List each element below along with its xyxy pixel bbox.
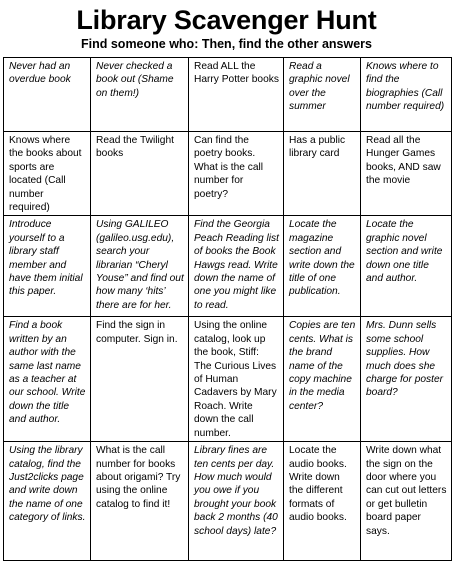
- grid-cell: Can find the poetry books. What is the call number for poetry?: [189, 132, 284, 216]
- grid-row-4: [4, 317, 452, 442]
- grid-cell: Read the Twilight books: [91, 132, 189, 216]
- page-subtitle: Find someone who: Then, find the other answers: [81, 37, 372, 51]
- grid-cell: Using the online catalog, look up the book, Stiff: The Curious Lives of Human Cadavers by Mary Roach. Write down the call number.: [189, 317, 284, 442]
- grid-cell: Read a graphic novel over the summer: [284, 58, 361, 132]
- grid-row-5: [4, 442, 452, 561]
- grid-cell: Never checked a book out (Shame on them!): [91, 58, 189, 132]
- grid-cell: Using GALILEO (galileo.usg.edu), search your librarian “Cheryl Youse” and find out how many ‘hits’ there are for her.: [91, 216, 189, 317]
- grid-cell: Using the library catalog, find the Just2clicks page and write down the name of one category of links.: [4, 442, 91, 561]
- grid-cell: Library fines are ten cents per day. How much would you owe if you brought your book back 2 months (40 school days) late?: [189, 442, 284, 561]
- grid-cell: Find the Georgia Peach Reading list of books the Book Hawgs read. Write down the name of one you might like to read.: [189, 216, 284, 317]
- grid-cell: Read ALL the Harry Potter books: [189, 58, 284, 132]
- grid-cell: Never had an overdue book: [4, 58, 91, 132]
- grid-row-1: [4, 58, 452, 132]
- grid-cell: Find the sign in computer. Sign in.: [91, 317, 189, 442]
- grid-cell: Knows where the books about sports are located (Call number required): [4, 132, 91, 216]
- grid-cell: Copies are ten cents. What is the brand name of the copy machine in the media center?: [284, 317, 361, 442]
- grid-row-2: [4, 132, 452, 216]
- grid-cell: Write down what the sign on the door where you can cut out letters or get bulletin board paper says.: [361, 442, 452, 561]
- grid-cell: Introduce yourself to a library staff member and have them initial this paper.: [4, 216, 91, 317]
- grid-cell: Locate the graphic novel section and write down one title and author.: [361, 216, 452, 317]
- page-title: Library Scavenger Hunt: [76, 5, 377, 35]
- scavenger-hunt-grid: [3, 57, 452, 561]
- grid-cell: Read all the Hunger Games books, AND saw the movie: [361, 132, 452, 216]
- grid-cell: What is the call number for books about origami? Try using the online catalog to find it!: [91, 442, 189, 561]
- grid-cell: Locate the magazine section and write down the title of one publication.: [284, 216, 361, 317]
- grid-cell: Knows where to find the biographies (Call number required): [361, 58, 452, 132]
- grid-cell: Locate the audio books. Write down the different formats of audio books.: [284, 442, 361, 561]
- grid-cell: Find a book written by an author with the same last name as a teacher at our school. Write down the title and author.: [4, 317, 91, 442]
- grid-cell: Has a public library card: [284, 132, 361, 216]
- grid-cell: Mrs. Dunn sells some school supplies. How much does she charge for poster board?: [361, 317, 452, 442]
- grid-row-3: [4, 216, 452, 317]
